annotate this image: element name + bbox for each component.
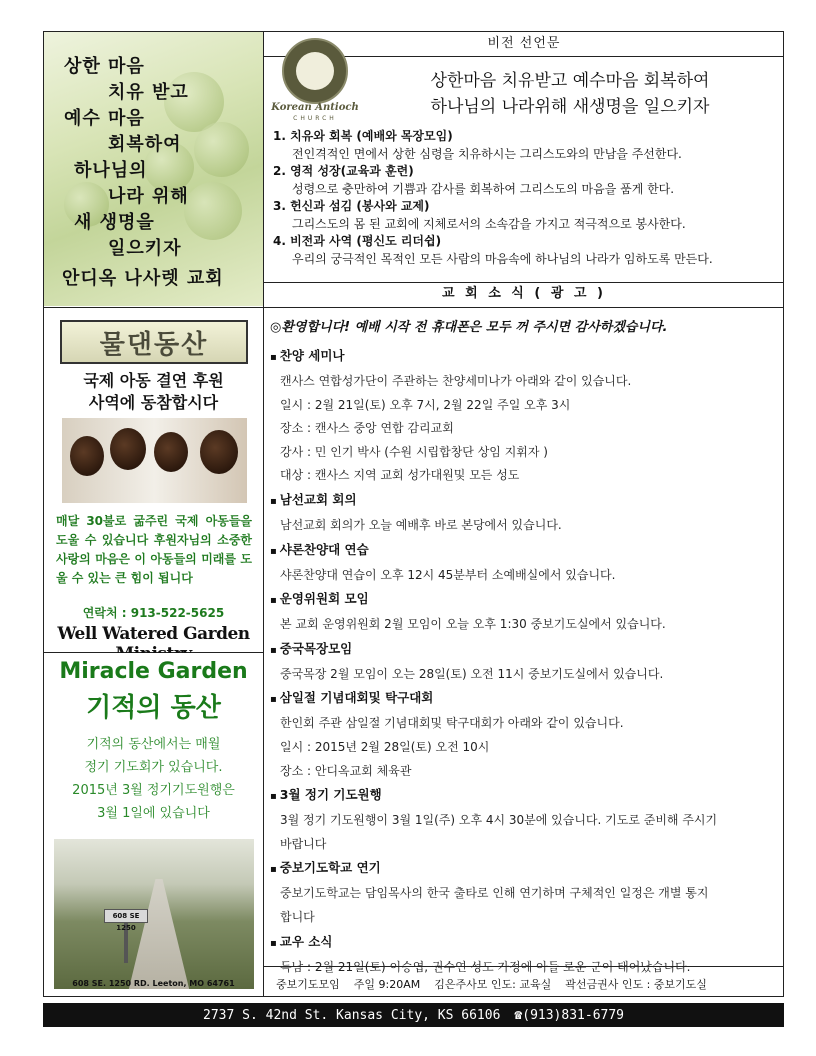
road (124, 879, 194, 989)
notice-title: ▪ 교우 소식 (270, 930, 778, 956)
grape-decoration (184, 182, 242, 240)
footer-item: 중보기도모임 (276, 978, 340, 991)
notice-line: 남선교회 회의가 오늘 예배후 바로 본당에서 있습니다. (280, 517, 562, 532)
prayer-meeting-footer (276, 976, 776, 992)
notices-header: 교 회 소 식 ( 광 고 ) (442, 286, 606, 301)
notice-item (270, 488, 778, 538)
footer-item: 곽선금권사 인도 : 중보기도실 (565, 978, 707, 991)
ad-address: 608 SE. 1250 RD. Leeton, MO 64761 (72, 979, 235, 988)
vision-item-title: 1. 치유와 회복 (예배와 목장모임) (273, 129, 453, 143)
vision-item-desc: 성령으로 충만하여 기쁨과 감사를 회복하여 그리스도의 마음을 품게 한다. (292, 181, 675, 196)
miracle-garden-ad (44, 653, 263, 996)
ad-title: 물댄동산 (99, 329, 209, 360)
ad-body-text: 매달 30불로 굶주린 국제 아동들을 도울 수 있습니다 후원자님의 소중한 사랑의 마음은 이 아동들의 미래를 도울 수 있는 큰 힘이 됩니다 (56, 514, 252, 585)
slogan-line: 새 생명을 (74, 212, 155, 233)
notice-title: ▪ 찬양 세미나 (270, 344, 778, 370)
vision-statement (370, 68, 770, 120)
child-figure (154, 432, 188, 472)
notice-line: 대상 : 캔사스 지역 교회 성가대원및 모든 성도 (280, 468, 520, 483)
vision-list (273, 128, 778, 268)
vision-statement-line: 상한마음 치유받고 예수마음 회복하여 (430, 71, 710, 91)
ad-line: 정기 기도회가 있습니다. (84, 760, 223, 775)
ad-title-box (60, 320, 248, 364)
slogan-line: 상한 마음 (64, 56, 145, 77)
notice-title: ▪ 삼일절 기념대회및 탁구대회 (270, 686, 778, 712)
church-phone: ☎(913)831-6779 (514, 1007, 624, 1023)
notice-line: 일시 : 2월 21일(토) 오후 7시, 2월 22일 주일 오후 3시 (280, 397, 571, 412)
mailbox: 608 SE 1250 (104, 909, 148, 923)
vision-item-desc: 우리의 궁극적인 목적인 모든 사람의 마음속에 하나님의 나라가 임하도록 만든다. (292, 251, 713, 266)
slogan-line: 일으키자 (108, 238, 182, 259)
notice-item (270, 856, 778, 929)
children-photo (62, 418, 247, 503)
ad-body-text (44, 733, 263, 825)
notice-line: 장소 : 캔사스 중앙 연합 감리교회 (280, 421, 454, 436)
slogan-line: 나라 위해 (108, 186, 189, 207)
notice-title: ▪ 운영위원회 모임 (270, 587, 778, 613)
ad-contact: 연락처 : 913-522-5625 (82, 606, 225, 620)
ad-subtitle: 국제 아동 결연 후원 (83, 371, 224, 390)
notice-item (270, 344, 778, 488)
child-figure (110, 428, 146, 470)
vision-item-title: 4. 비전과 사역 (평신도 리더쉽) (273, 234, 442, 248)
column-divider (263, 31, 264, 997)
vision-item-title: 2. 영적 성장(교육과 훈련) (273, 164, 414, 178)
ad-line: 기적의 동산에서는 매월 (86, 737, 221, 752)
notice-line: 바랍니다 (280, 836, 327, 851)
notice-line: 합니다 (280, 909, 315, 924)
notice-item (270, 783, 778, 856)
notice-line: 샤론찬양대 연습이 오후 12시 45분부터 소예배실에서 있습니다. (280, 567, 616, 582)
vision-statement-line: 하나님의 나라위해 새생명을 일으키자 (430, 97, 710, 117)
vision-item-title: 3. 헌신과 섬김 (봉사와 교제) (273, 199, 430, 213)
notice-line: 강사 : 민 인기 박사 (수원 시립합창단 상임 지휘자 ) (280, 444, 548, 459)
welcome-message: ◎환영합니다! 예배 시작 전 휴대폰은 모두 꺼 주시면 감사하겠습니다. (270, 320, 668, 335)
slogan-line: 하나님의 (74, 160, 148, 181)
notice-item (270, 587, 778, 637)
notice-item (270, 637, 778, 687)
notice-title: ▪ 중국목장모임 (270, 637, 778, 663)
notice-line: 득남 : 2월 21일(토) 이승엽, 권수연 성도 가정에 아들 로운 군이 태어났습니다. (280, 959, 691, 974)
logo-seal (282, 38, 348, 104)
notice-line: 장소 : 안디옥교회 체육관 (280, 763, 412, 778)
ad-brand: Well Watered Garden (57, 624, 250, 644)
notice-line: 3월 정기 기도원행이 3월 1일(주) 오후 4시 30분에 있습니다. 기도로 준비해 주시기 (280, 813, 718, 828)
vision-header: 비전 선언문 (487, 36, 561, 51)
footer-item: 주일 9:20AM (353, 978, 421, 991)
notice-line: 캔사스 연합성가단이 주관하는 찬양세미나가 아래와 같이 있습니다. (280, 374, 632, 388)
grape-decoration (194, 122, 249, 177)
ad-line: 2015년 3월 정기기도원행은 (72, 783, 235, 798)
vision-item-desc: 그리스도의 몸 된 교회에 지체로서의 소속감을 가지고 적극적으로 봉사한다. (292, 216, 686, 231)
logo-seal-inner (296, 52, 334, 90)
notice-line: 중보기도학교는 담임목사의 한국 출타로 인해 연기하며 구체적인 일정은 개별 통지 (280, 886, 709, 901)
ad-subtitle: 사역에 동참합시다 (88, 393, 219, 412)
notice-title: ▪ 샤론찬양대 연습 (270, 538, 778, 564)
divider (264, 307, 784, 308)
church-address: 2737 S. 42nd St. Kansas City, KS 66106 (203, 1007, 501, 1023)
ad-title-english: Miracle Garden (59, 659, 248, 684)
notice-line: 한인회 주관 삼일절 기념대회및 탁구대회가 아래와 같이 있습니다. (280, 716, 624, 731)
logo-subtext: CHURCH (293, 115, 337, 122)
slogan-line: 치유 받고 (108, 82, 189, 103)
road-photo (54, 839, 254, 989)
notice-line: 본 교회 운영위원회 2월 모임이 오늘 오후 1:30 중보기도실에서 있습니다. (280, 617, 666, 632)
notice-item (270, 930, 778, 980)
address-bar (43, 1003, 784, 1027)
notice-title: ▪ 3월 정기 기도원행 (270, 783, 778, 809)
vision-item-desc: 전인격적인 면에서 상한 심령을 치유하시는 그리스도와의 만남을 주선한다. (292, 146, 682, 161)
notice-title: ▪ 중보기도학교 연기 (270, 856, 778, 882)
slogan-line: 회복하여 (108, 134, 182, 155)
child-figure (200, 430, 238, 474)
notice-item (270, 686, 778, 783)
church-logo (270, 38, 360, 126)
ad-line: 3월 1일에 있습니다 (97, 806, 210, 821)
child-figure (70, 436, 104, 476)
ad-title-korean: 기적의 동산 (86, 693, 221, 723)
footer-item: 김은주사모 인도: 교육실 (434, 978, 552, 991)
logo-text: Korean Antioch (271, 102, 359, 113)
church-name: 안디옥 나사렛 교회 (62, 268, 224, 289)
notice-item (270, 538, 778, 588)
notices-list (270, 344, 778, 979)
slogan-line: 예수 마음 (64, 108, 145, 129)
notice-title: ▪ 남선교회 회의 (270, 488, 778, 514)
mulde-ad (44, 308, 263, 652)
notice-line: 중국목장 2월 모임이 오는 28일(토) 오전 11시 중보기도실에서 있습니다. (280, 666, 664, 681)
notice-line: 일시 : 2015년 2월 28일(토) 오전 10시 (280, 739, 490, 754)
